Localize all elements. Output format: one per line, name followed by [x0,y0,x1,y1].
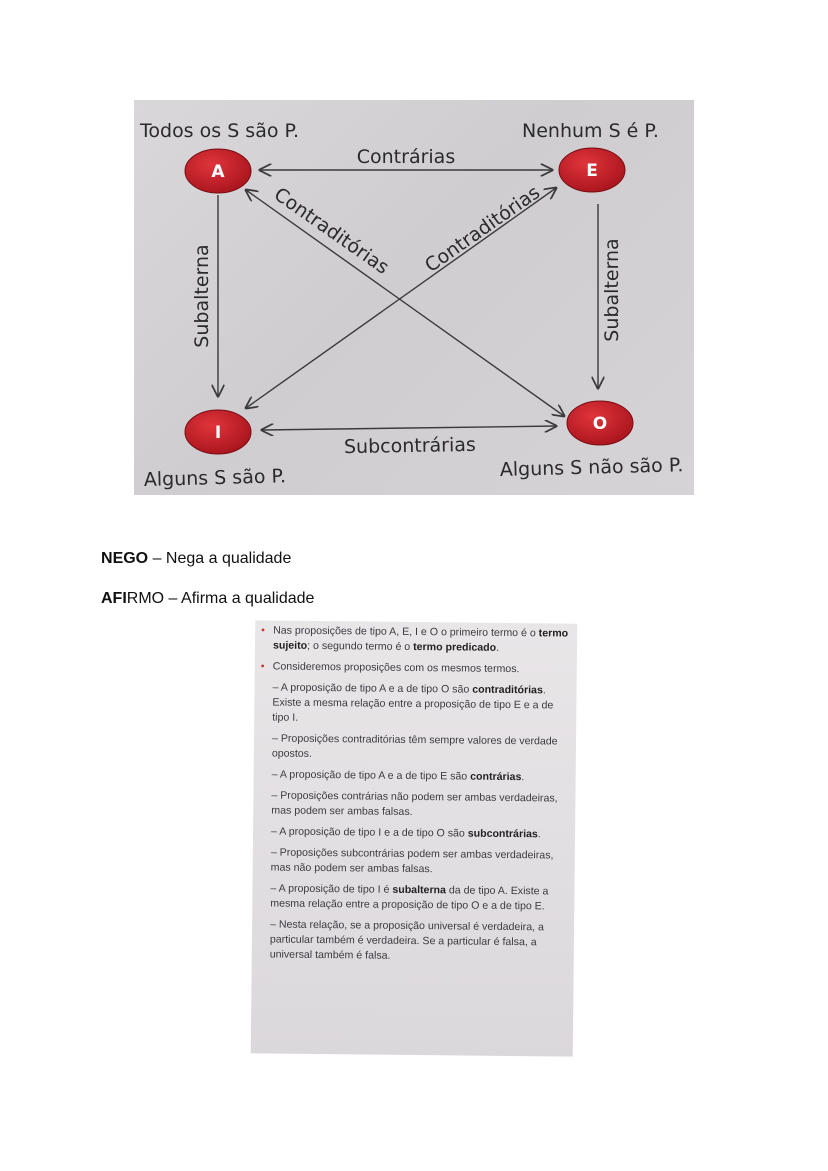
label-subcontrarias: Subcontrárias [343,433,476,459]
textbook-para-contrarias: – A proposição de tipo A e a de tipo E são contrárias. [271,768,525,784]
label-contraditorias-a-o: Contraditórias [269,183,393,279]
label-subalterna-right: Subalterna [601,238,623,342]
textbook-para-contraditorias: – A proposição de tipo A e a de tipo O são contraditórias. Existe a mesma relação entre a proposição de tipo E e a de tipo I. [272,681,554,724]
legend-afirmo [101,590,314,608]
textbook-para-contrarias-rule: – Proposições contrárias não podem ser ambas verdadeiras, mas podem ser ambas falsas. [271,789,558,818]
node-o [567,401,633,445]
legend-nego-bold-ego: EGO [112,550,149,567]
contraditorias-a-o-arrow [246,190,564,416]
square-of-opposition-diagram [134,100,694,495]
node-o-letter: O [592,414,608,434]
statement-e: Nenhum S é P. [522,120,659,142]
statement-o: Alguns S não são P. [499,454,684,481]
label-contraditorias-e-i: Contraditórias [421,181,545,277]
textbook-para-contraditorias-rule: – Proposições contraditórias têm sempre valores de verdade opostos. [271,732,558,760]
textbook-excerpt-text [258,623,574,971]
node-e [559,148,625,192]
legend-nego-text: – Nega a qualidade [148,550,292,567]
statement-i: Alguns S são P. [143,465,287,491]
node-i-letter: I [214,423,222,443]
textbook-para-subalterna-rule: – Nesta relação, se a proposição universal é verdadeira, a particular também é verdadeira. Se a particular é falsa, a universal também é falsa. [269,918,544,962]
textbook-para-terms: • Nas proposições de tipo A, E, I e O o primeiro termo é o termo sujeito; o segundo termo é o termo predicado. [261,624,569,654]
legend-nego-bold-n: N [101,550,113,567]
legend-afirmo-text: RMO – Afirma a qualidade [126,590,315,607]
statement-a: Todos os S são P. [140,120,300,142]
node-e-letter: E [586,161,598,181]
subcontrarias-arrow [262,426,556,430]
legend-nego [101,550,291,568]
node-a-letter: A [211,162,225,182]
textbook-para-consider: • Consideremos proposições com os mesmos termos. [260,660,520,676]
node-a [185,149,251,193]
label-contrarias: Contrárias [356,146,456,168]
textbook-para-subcontrarias: – A proposição de tipo I e a de tipo O são subcontrárias. [271,825,541,841]
textbook-para-subalterna: – A proposição de tipo I é subalterna da de tipo A. Existe a mesma relação entre a proposição de tipo O e a de tipo E. [270,882,549,913]
textbook-para-subcontrarias-rule: – Proposições subcontrárias podem ser ambas verdadeiras, mas não podem ser ambas falsas. [270,846,554,876]
label-subalterna-left: Subalterna [191,244,213,348]
textbook-excerpt-image [251,620,578,1056]
bullet-icon: • [261,624,265,637]
node-i [185,410,251,454]
bullet-icon: • [260,660,265,673]
square-of-opposition-image [134,100,694,495]
legend-afirmo-bold: AFI [101,590,127,607]
